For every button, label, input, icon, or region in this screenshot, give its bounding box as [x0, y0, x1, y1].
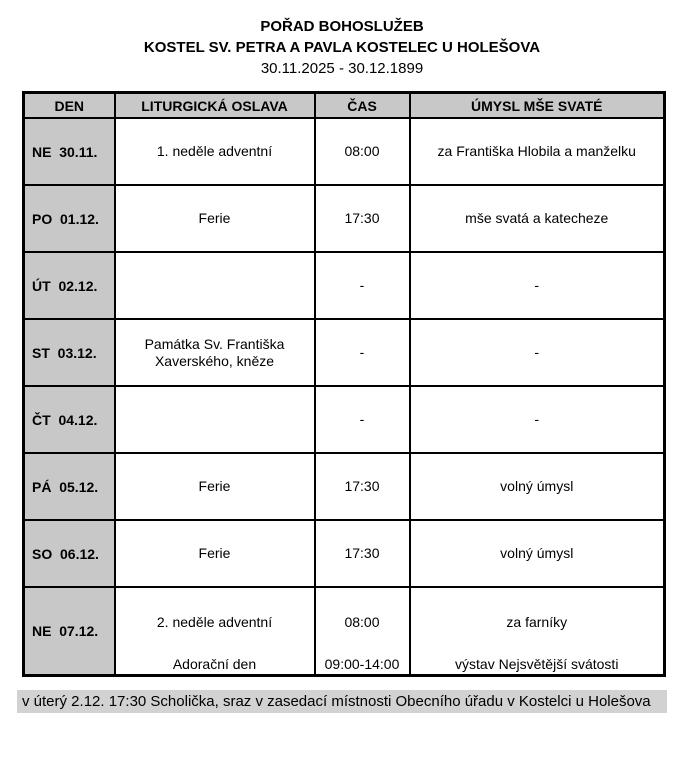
intention-main: za farníky	[506, 613, 568, 630]
celebration-cell: Ferie	[115, 185, 315, 252]
celebration-cell	[115, 386, 315, 453]
page-title: POŘAD BOHOSLUŽEB	[260, 18, 424, 35]
table-row	[24, 252, 665, 319]
day-cell: ČT 04.12.	[24, 386, 115, 453]
table-row	[24, 453, 665, 520]
table-row	[24, 319, 665, 386]
column-header-celebration: LITURGICKÁ OSLAVA	[115, 93, 315, 119]
intention-cell: -	[410, 252, 665, 319]
column-header-time: ČAS	[315, 93, 410, 119]
day-cell: NE 30.11.	[24, 118, 115, 185]
time-sub: 09:00-14:00	[324, 656, 400, 672]
day-cell: PÁ 05.12.	[24, 453, 115, 520]
table-header-row	[24, 93, 665, 119]
column-header-intention: ÚMYSL MŠE SVATÉ	[410, 93, 665, 119]
celebration-main: 2. neděle adventní	[156, 613, 273, 630]
intention-cell: volný úmysl	[410, 453, 665, 520]
day-cell: ÚT 02.12.	[24, 252, 115, 319]
time-cell: 17:30	[315, 453, 410, 520]
time-cell: 17:30	[315, 185, 410, 252]
day-cell: PO 01.12.	[24, 185, 115, 252]
intention-cell: mše svatá a katecheze	[410, 185, 665, 252]
time-cell: 08:00	[315, 118, 410, 185]
date-range: 30.11.2025 - 30.12.1899	[260, 60, 424, 77]
time-cell	[315, 587, 410, 676]
celebration-cell: Ferie	[115, 520, 315, 587]
table-row	[24, 118, 665, 185]
celebration-cell: Ferie	[115, 453, 315, 520]
schedule-table	[22, 91, 666, 677]
intention-cell: za Františka Hlobila a manželku	[410, 118, 665, 185]
intention-cell	[410, 587, 665, 676]
celebration-cell: 1. neděle adventní	[115, 118, 315, 185]
celebration-sub: Adorační den	[172, 656, 257, 672]
time-cell: -	[315, 319, 410, 386]
footer-note: v úterý 2.12. 17:30 Scholička, sraz v zasedací místnosti Obecního úřadu v Kostelci u Holešova	[17, 690, 667, 713]
intention-sub: výstav Nejsvětější svátosti	[455, 656, 619, 672]
time-main: 08:00	[344, 613, 380, 630]
time-cell: 17:30	[315, 520, 410, 587]
intention-cell: -	[410, 386, 665, 453]
day-cell: ST 03.12.	[24, 319, 115, 386]
time-cell: -	[315, 252, 410, 319]
church-name: KOSTEL SV. PETRA A PAVLA KOSTELEC U HOLEŠOVA	[143, 39, 541, 56]
day-cell: NE 07.12.	[24, 587, 115, 676]
time-cell: -	[315, 386, 410, 453]
celebration-cell: Památka Sv. Františka Xaverského, kněze	[115, 319, 315, 386]
title-block	[0, 0, 684, 79]
day-cell: SO 06.12.	[24, 520, 115, 587]
table-row	[24, 185, 665, 252]
celebration-cell	[115, 587, 315, 676]
column-header-day: DEN	[24, 93, 115, 119]
table-row	[24, 386, 665, 453]
table-row	[24, 587, 665, 676]
table-row	[24, 520, 665, 587]
celebration-cell	[115, 252, 315, 319]
intention-cell: volný úmysl	[410, 520, 665, 587]
intention-cell: -	[410, 319, 665, 386]
